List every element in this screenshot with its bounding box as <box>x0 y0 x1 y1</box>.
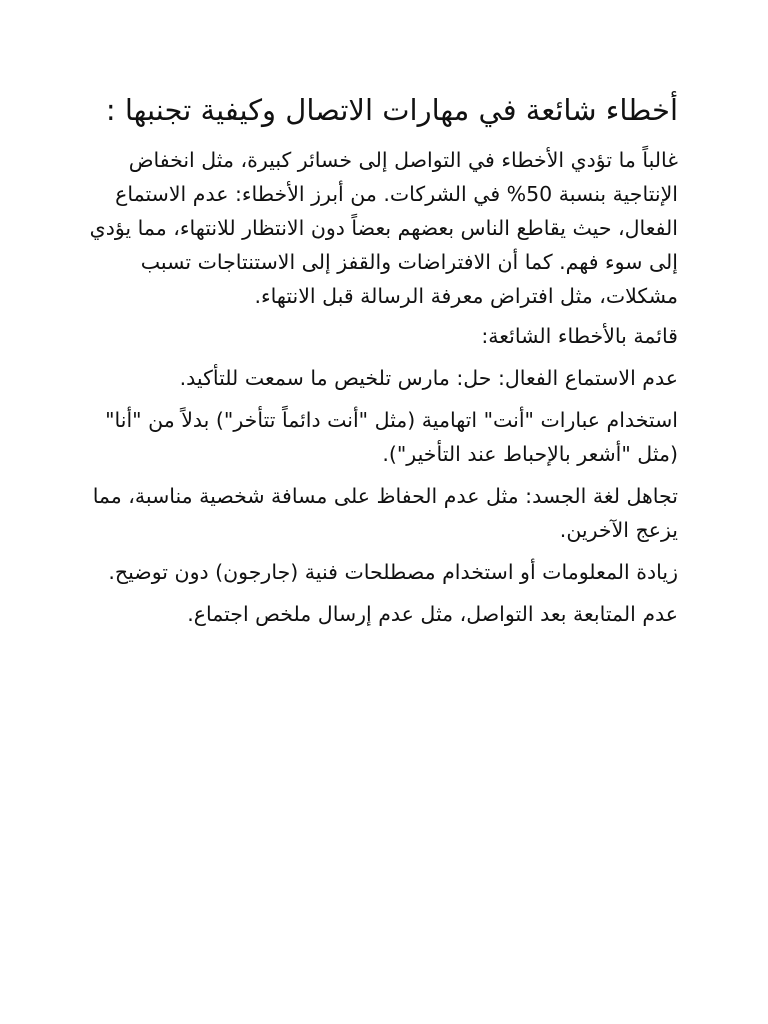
list-item-follow-up: عدم المتابعة بعد التواصل، مثل عدم إرسال ملخص اجتماع. <box>187 602 678 626</box>
list-item-you-statements: استخدام عبارات "أنت" اتهامية (مثل "أنت دائماً تتأخر") بدلاً من "أنا" (مثل "أشعر بالإحباط عند التأخير"). <box>105 408 678 466</box>
list-item-jargon: زيادة المعلومات أو استخدام مصطلحات فنية (جارجون) دون توضيح. <box>108 560 678 584</box>
list-item-body-language: تجاهل لغة الجسد: مثل عدم الحفاظ على مسافة شخصية مناسبة، مما يزعج الآخرين. <box>92 484 678 542</box>
list-heading: قائمة بالأخطاء الشائعة: <box>481 324 678 348</box>
list-item-not-listening: عدم الاستماع الفعال: حل: مارس تلخيص ما سمعت للتأكيد. <box>179 366 678 390</box>
intro-paragraph: غالباً ما تؤدي الأخطاء في التواصل إلى خسائر كبيرة، مثل انخفاض الإنتاجية بنسبة 50% في الشركات. من أبرز الأخطاء: عدم الاستماع الفعال، حيث يقاطع الناس بعضهم بعضاً دون الانتظار للانتهاء، مما يؤدي إلى سوء فهم. كما أن الافتراضات والقفز إلى الاستنتاجات تسبب مشكلات، مثل افتراض معرفة الرسالة قبل الانتهاء. <box>89 148 678 308</box>
document-title: أخطاء شائعة في مهارات الاتصال وكيفية تجنبها : <box>105 93 678 127</box>
